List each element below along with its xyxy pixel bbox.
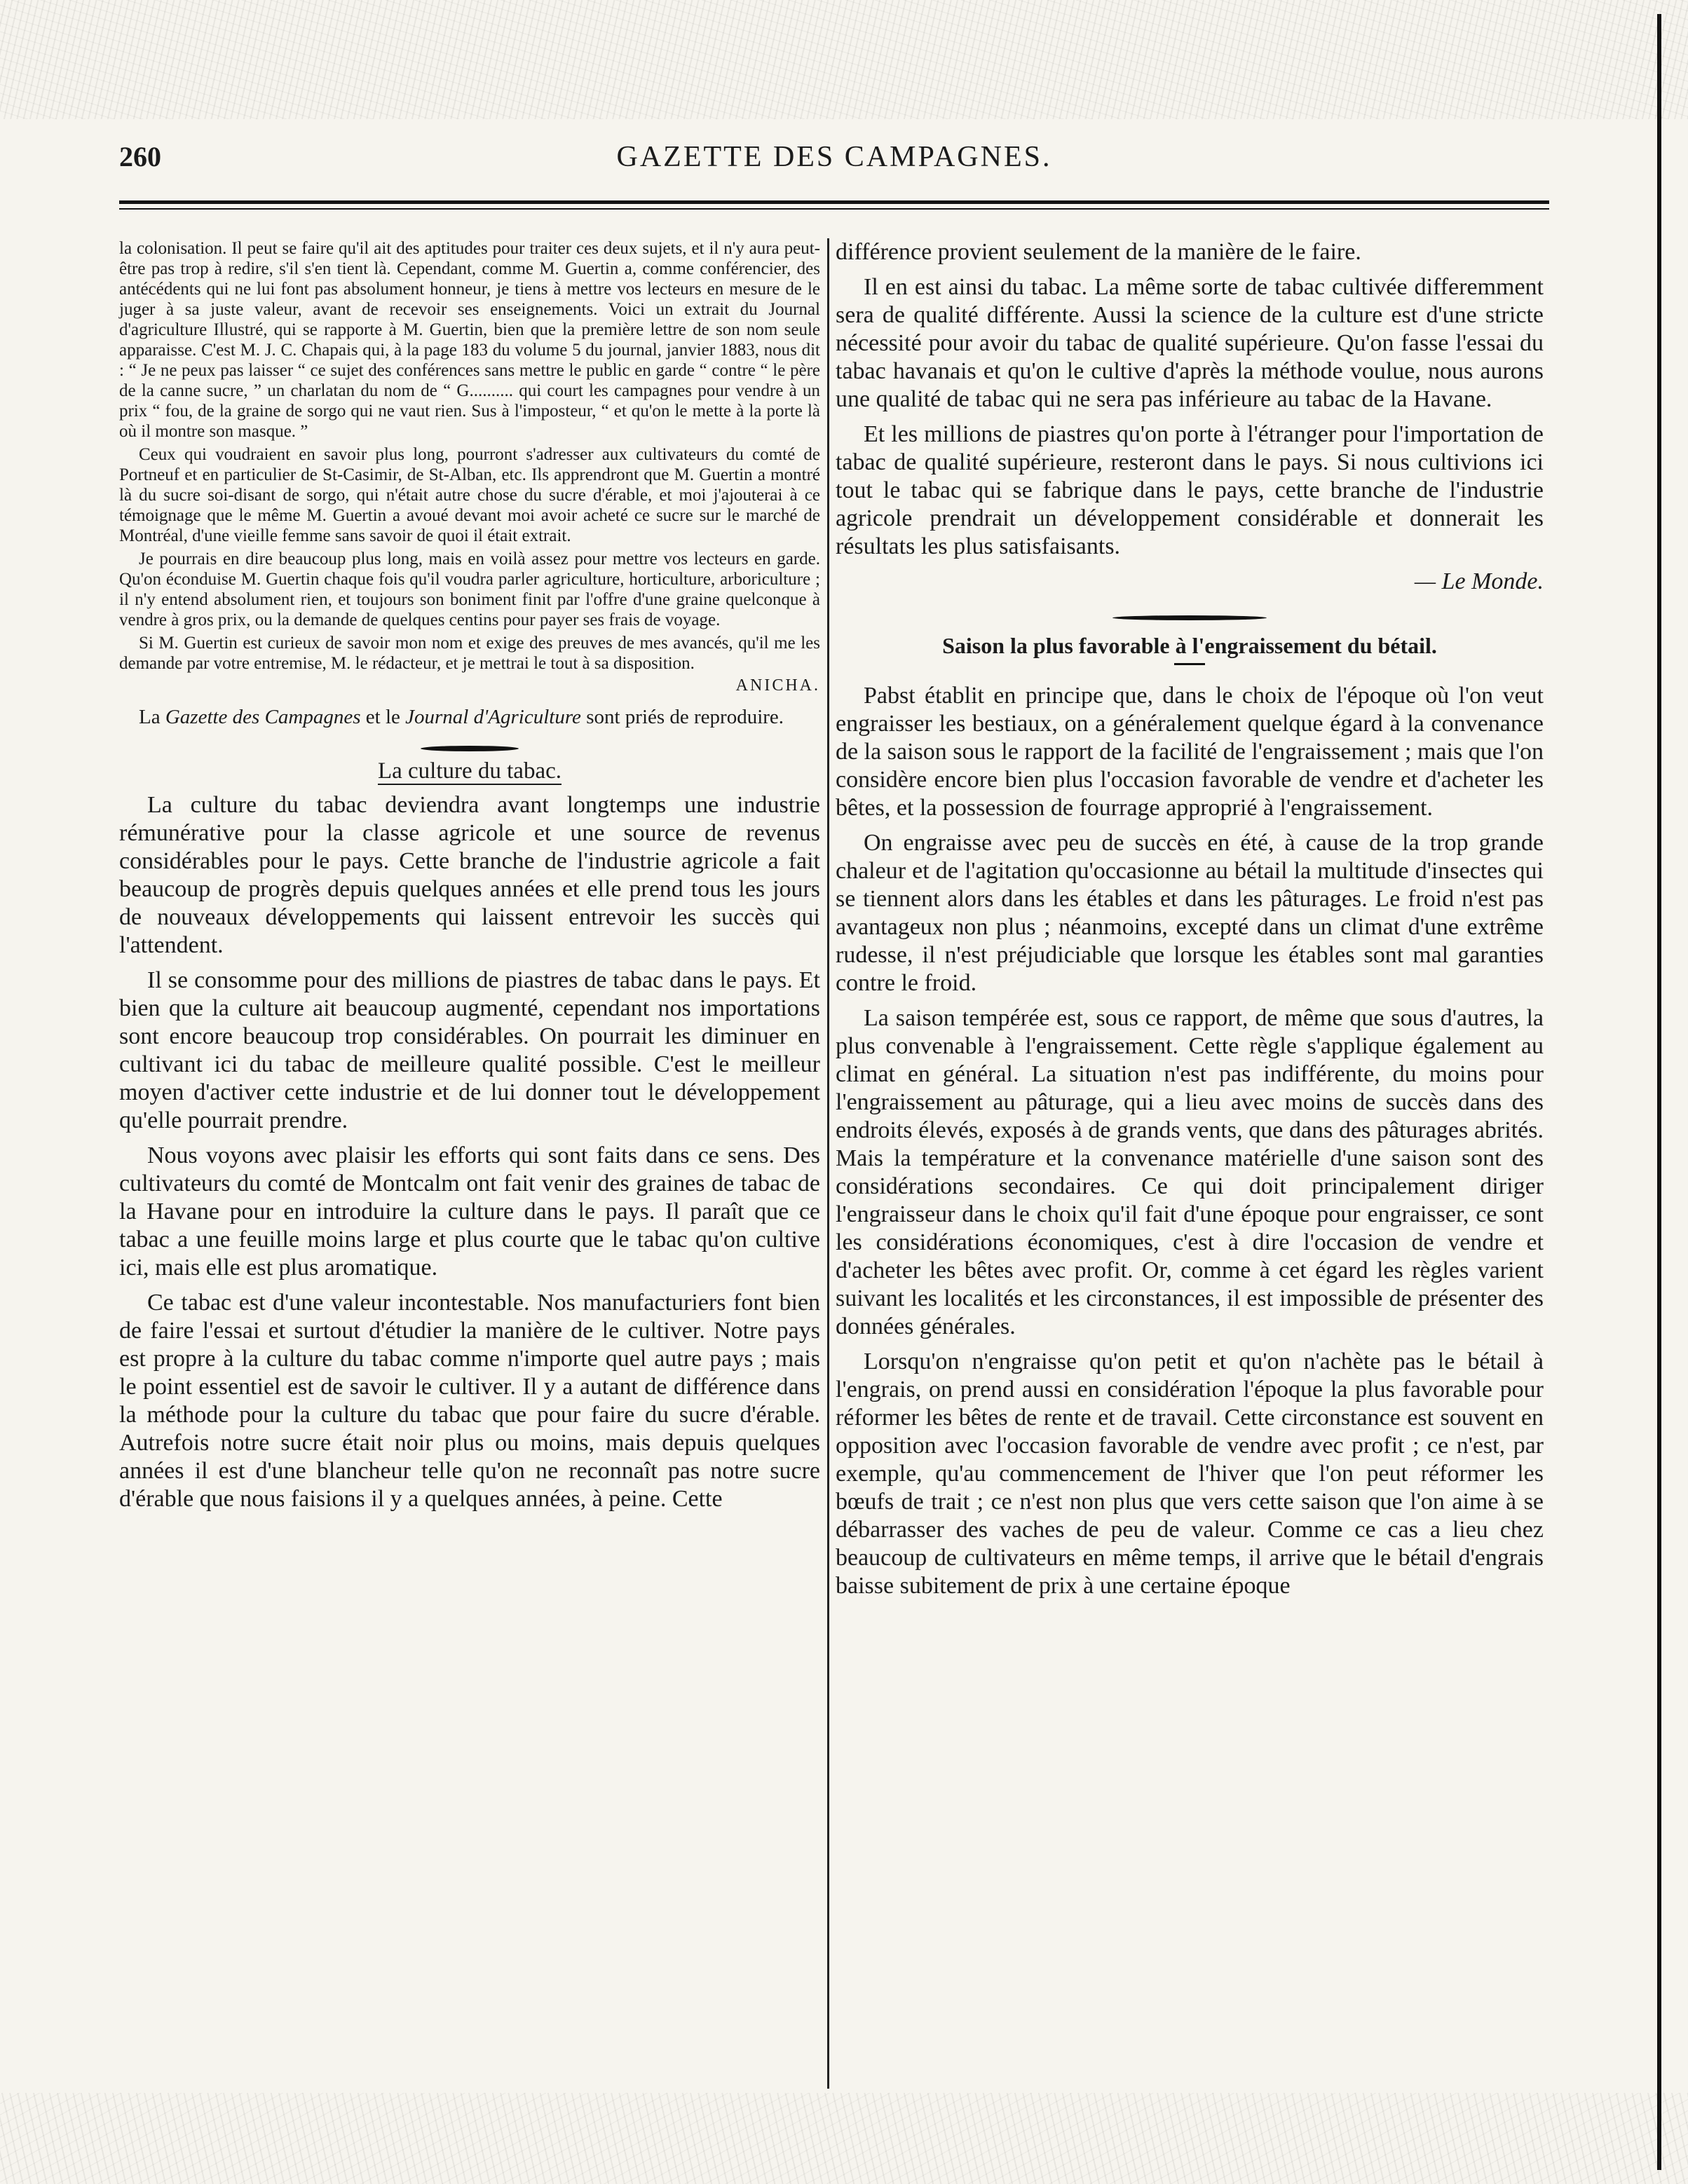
page-noise-top	[0, 0, 1688, 119]
letter-paragraph: la colonisation. Il peut se faire qu'il ait des aptitudes pour traiter ces deux sujets, et il n'y aura peut-être pas trop à redire, s'il s'en tient là. Cependant, comme M. Guertin a, comme conférencier, des antécédents qui ne lui font pas absolument honneur, je tiens à mettre vos lecteurs en mesure de le juger à sa juste valeur, avant de recevoir ses enseignements. Voici un extrait du Journal d'agriculture Illustré, qui se rapporte à M. Guertin, bien que la première lettre de son nom seule apparaisse. C'est M. J. C. Chapais qui, à la page 183 du volume 5 du journal, janvier 1883, nous dit : “ Je ne peux pas laisser “ ce sujet des conférences sans mettre le public en garde “ contre “ le père de la canne sucre, ” un charlatan du nom de “ G.......... qui court les campagnes pour vendre à un prix “ fou, de la graine de sorgo qui ne vaut rien. Sus à l'imposteur, “ et qu'on le mette à la porte là où il montre son masque. ”	[119, 239, 820, 441]
tabac-paragraph: Il en est ainsi du tabac. La même sorte de tabac cultivée differemment sera de qualité différente. Aussi la science de la culture est d'une stricte nécessité pour avoir du tabac de qualité supérieure. Qu'on fasse l'essai du tabac havanais et qu'on le cultive d'après la méthode voulue, nous aurons une qualité de tabac qui ne sera pas inférieure au tabac de la Havane.	[836, 274, 1544, 412]
letter-article	[119, 238, 820, 674]
credit-text: La	[139, 706, 165, 728]
credit-text: sont priés de reproduire.	[580, 706, 784, 728]
engraissement-paragraph: Pabst établit en principe que, dans le choix de l'époque où l'on veut engraisser les bestiaux, on a généralement quelque égard à la convenance de la saison sous le rapport de la facilité de l'engraissement ; mais que l'on considère encore bien plus l'occasion favorable de vendre et d'acheter les bêtes, et la possession de fourrage approprié à l'engraissement.	[836, 683, 1544, 821]
title-dash	[1174, 663, 1205, 665]
engraissement-paragraph: La saison tempérée est, sous ce rapport, de même que sous d'autres, la plus convenable à l'engraissement. Cette règle s'applique également au climat en général. La situation n'est pas indifférente, du moins pour l'engraissement au pâturage, qui a lieu avec moins de succès dans des endroits élevés, exposés à de grands vents, que dans des pâturages abrités. Mais la température et la convenance matérielle d'une saison sont des considérations secondaires. Ce qui doit principalement diriger l'engraisseur dans le choix qu'il fait d'une époque pour engraisser, ce sont les considérations économiques, c'est à dire l'occasion de vendre et d'acheter les bêtes avec profit. Or, comme à cet égard les règles varient suivant les localités et les circonstances, il est impossible de présenter des données générales.	[836, 1005, 1544, 1339]
tabac-source: — Le Monde.	[1414, 568, 1544, 594]
page-edge-rule	[1657, 14, 1661, 2170]
letter-paragraph: Ceux qui voudraient en savoir plus long, pourront s'adresser aux cultivateurs du comté de Portneuf et en particulier de St-Casimir, de St-Alban, etc. Ils apprendront que M. Guertin a montré là du sucre soi-disant de sorgo, qui n'était autre chose du sucre d'érable, et moi j'ajouterai à ce témoignage que le même M. Guertin a avoué devant moi avoir acheté ce sucre sur le marché de Montréal, d'une vieille femme sans savoir de quoi il était extrait.	[119, 445, 820, 545]
right-column	[836, 238, 1544, 1607]
page-noise-bottom	[0, 2093, 1688, 2184]
section-separator	[421, 746, 519, 751]
tabac-paragraph: Il se consomme pour des millions de piastres de tabac dans le pays. Et bien que la culture ait beaucoup augmenté, cependant nos importations sont encore beaucoup trop considérables. On pourrait les diminuer en cultivant ici du tabac de meilleure qualité possible. C'est le meilleur moyen d'activer cette industrie et de lui donner tout le développement qu'elle pourrait prendre.	[119, 967, 820, 1133]
credit-text: et le	[360, 706, 406, 728]
header-rule	[119, 200, 1549, 204]
page-header	[119, 140, 1549, 182]
column-divider	[827, 238, 829, 2089]
credit-paper-name: Gazette des Campagnes	[165, 706, 361, 728]
letter-paragraph: Si M. Guertin est curieux de savoir mon nom et exige des preuves de mes avancés, qu'il me les demande par votre entremise, M. le rédacteur, et je mettrai le tout à sa disposition.	[119, 634, 820, 673]
section-title-engraissement: Saison la plus favorable à l'engraissement du bétail.	[942, 633, 1437, 658]
tabac-paragraph: Et les millions de piastres qu'on porte à l'étranger pour l'importation de tabac de qualité supérieure, resteront dans le pays. Si nous cultivions ici tout le tabac qui se fabrique dans le pays, cette branche de l'industrie agricole prendrait un développement considérable et donnerait les résultats les plus satisfaisants.	[836, 421, 1544, 559]
tabac-paragraph: différence provient seulement de la manière de le faire.	[836, 239, 1361, 265]
section-title-text: La culture du tabac.	[377, 758, 562, 784]
letter-paragraph: Je pourrais en dire beaucoup plus long, mais en voilà assez pour mettre vos lecteurs en garde. Qu'on éconduise M. Guertin chaque fois qu'il voudra parler agriculture, horticulture, arboriculture ; il n'y entend absolument rien, et toujours son boniment finit par l'offre d'une graine quelconque à vendre à gros prix, ou la demande de quelques centins pour payer ses frais de voyage.	[119, 550, 820, 629]
engraissement-paragraph: Lorsqu'on n'engraisse qu'on petit et qu'on n'achète pas le bétail à l'engrais, on prend aussi en considération l'époque la plus favorable pour réformer les bêtes de rente et de travail. Cette circonstance est souvent en opposition avec l'occasion favorable de vendre avec profit ; ce n'est, par exemple, qu'au commencement de l'hiver que l'on peut réformer les bœufs de trait ; ce n'est non plus que vers cette saison que l'on aime à se débarrasser des vaches de peu de valeur. Comme ce cas a lieu chez beaucoup de cultivateurs en même temps, il arrive que le bétail d'engrais baisse subitement de prix à une certaine époque	[836, 1349, 1544, 1599]
letter-signature: ANICHA.	[735, 676, 820, 695]
section-title-tabac	[119, 758, 820, 784]
tabac-article-continued	[836, 238, 1544, 596]
credit-paper-name: Journal d'Agriculture	[405, 706, 581, 728]
header-rule-thin	[119, 208, 1549, 210]
tabac-article	[119, 791, 820, 1513]
page-number: 260	[119, 141, 161, 172]
section-separator	[1112, 615, 1267, 620]
engraissement-paragraph: On engraisse avec peu de succès en été, à cause de la trop grande chaleur et de l'agitation qu'occasionne au bétail la multitude d'insectes qui se tiennent alors dans les étables et dans les pâturages. Le froid n'est pas avantageux non plus ; néanmoins, excepté dans un climat d'une extrême rudesse, il n'est préjudiciable que lorsque les étables sont mal garanties contre le froid.	[836, 830, 1544, 996]
reprint-credit	[119, 705, 820, 729]
tabac-paragraph: La culture du tabac deviendra avant longtemps une industrie rémunérative pour la classe agricole et une source de revenus considérables pour le pays. Cette branche de l'industrie agricole a fait beaucoup de progrès depuis quelques années et elle prend tous les jours de nouveaux développements qui laissent entrevoir les succès qui l'attendent.	[119, 792, 820, 958]
journal-title: GAZETTE DES CAMPAGNES.	[616, 141, 1052, 173]
tabac-paragraph: Nous voyons avec plaisir les efforts qui sont faits dans ce sens. Des cultivateurs du comté de Montcalm ont fait venir des graines de tabac de la Havane pour en introduire la culture dans le pays. Il paraît que ce tabac a une feuille moins large et plus courte que le tabac qu'on cultive ici, mais elle est plus aromatique.	[119, 1142, 820, 1281]
tabac-paragraph: Ce tabac est d'une valeur incontestable. Nos manufacturiers font bien de faire l'essai et surtout d'étudier la manière de le cultiver. Notre pays est propre à la culture du tabac comme n'importe quel autre pays ; mais le point essentiel est de savoir le cultiver. Il y a autant de différence dans la méthode pour la culture du tabac que pour faire du sucre d'érable. Autrefois notre sucre était noir plus ou moins, mais depuis quelques années il est d'une blancheur telle qu'on ne reconnaît pas notre sucre d'érable que nous faisions il y a quelques années, à peine. Cette	[119, 1290, 820, 1512]
left-column	[119, 238, 820, 1520]
engraissement-article	[836, 682, 1544, 1600]
